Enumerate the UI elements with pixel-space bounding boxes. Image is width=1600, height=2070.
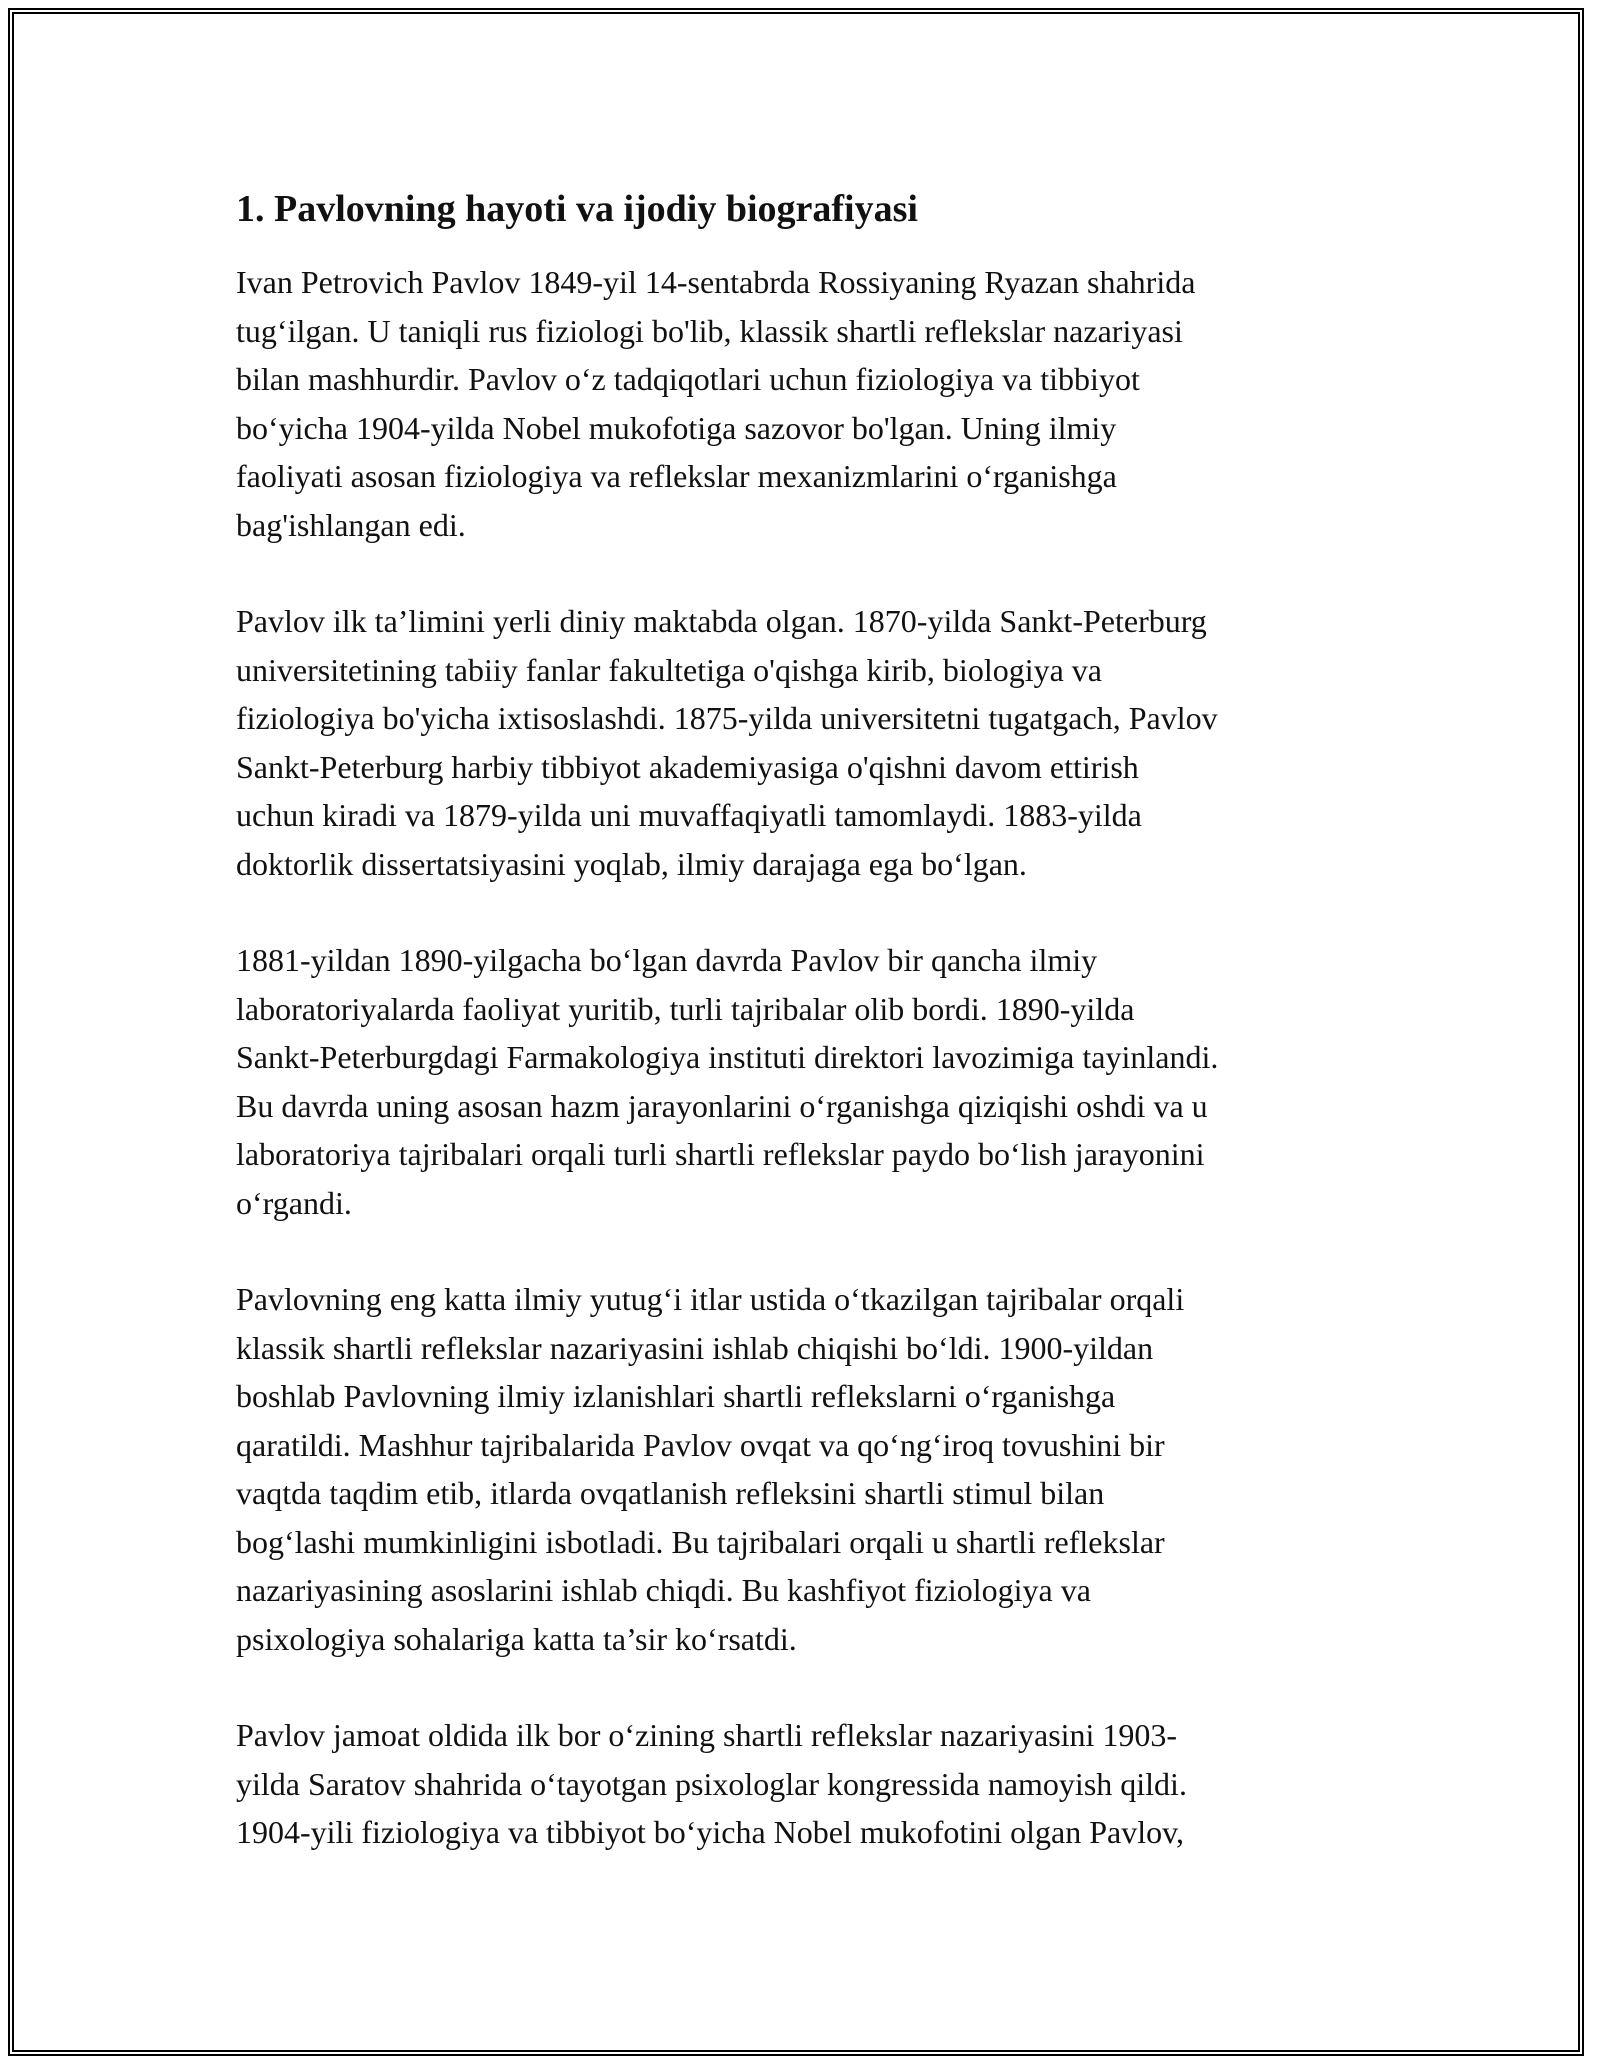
paragraph-line: tug‘ilgan. U taniqli rus fiziologi bo'lib, klassik shartli reflekslar nazariyasi bbox=[236, 312, 1183, 349]
paragraph-line: laboratoriyalarda faoliyat yuritib, turli tajribalar olib bordi. 1890-yilda bbox=[236, 990, 1135, 1027]
paragraph-line: klassik shartli reflekslar nazariyasini ishlab chiqishi bo‘ldi. 1900-yildan bbox=[236, 1329, 1154, 1366]
paragraph-line: psixologiya sohalariga katta ta’sir ko‘rsatdi. bbox=[236, 1620, 797, 1657]
paragraph-line: bo‘yicha 1904-yilda Nobel mukofotiga sazovor bo'lgan. Uning ilmiy bbox=[236, 409, 1117, 446]
paragraph-line: 1904-yili fiziologiya va tibbiyot bo‘yicha Nobel mukofotini olgan Pavlov, bbox=[236, 1814, 1184, 1850]
paragraph-line: Pavlov ilk ta’limini yerli diniy maktabda olgan. 1870-yilda Sankt-Peterburg bbox=[236, 603, 1207, 639]
paragraph-line: universitetining tabiiy fanlar fakultetiga o'qishga kirib, biologiya va bbox=[236, 651, 1102, 688]
document-body bbox=[236, 186, 1366, 1905]
paragraph-line: Sankt-Peterburgdagi Farmakologiya instituti direktori lavozimiga tayinlandi. bbox=[236, 1039, 1219, 1075]
paragraph bbox=[236, 258, 1366, 549]
paragraph-line: qaratildi. Mashhur tajribalarida Pavlov ovqat va qo‘ng‘iroq tovushini bir bbox=[236, 1426, 1165, 1463]
paragraph bbox=[236, 597, 1366, 888]
paragraph-line: Bu davrda uning asosan hazm jarayonlarini o‘rganishga qiziqishi oshdi va u bbox=[236, 1087, 1208, 1124]
paragraph-line: doktorlik dissertatsiyasini yoqlab, ilmiy darajaga ega bo‘lgan. bbox=[236, 845, 1027, 882]
paragraph-line: vaqtda taqdim etib, itlarda ovqatlanish refleksini shartli stimul bilan bbox=[236, 1475, 1105, 1511]
paragraph-line: Ivan Petrovich Pavlov 1849-yil 14-sentabrda Rossiyaning Ryazan shahrida bbox=[236, 264, 1196, 300]
paragraph bbox=[236, 1711, 1366, 1857]
paragraphs-container bbox=[236, 258, 1366, 1857]
paragraph bbox=[236, 1275, 1366, 1663]
paragraph-line: boshlab Pavlovning ilmiy izlanishlari shartli reflekslarni o‘rganishga bbox=[236, 1378, 1116, 1414]
paragraph-line: fiziologiya bo'yicha ixtisoslashdi. 1875-yilda universitetni tugatgach, Pavlov bbox=[236, 700, 1218, 736]
paragraph-line: faoliyati asosan fiziologiya va reflekslar mexanizmlarini o‘rganishga bbox=[236, 458, 1117, 494]
paragraph-line: Pavlov jamoat oldida ilk bor o‘zining shartli reflekslar nazariyasini 1903- bbox=[236, 1717, 1178, 1753]
paragraph-line: nazariyasining asoslarini ishlab chiqdi. Bu kashfiyot fiziologiya va bbox=[236, 1572, 1091, 1608]
paragraph-line: bog‘lashi mumkinligini isbotladi. Bu tajribalari orqali u shartli reflekslar bbox=[236, 1523, 1165, 1560]
paragraph-line: uchun kiradi va 1879-yilda uni muvaffaqiyatli tamomlaydi. 1883-yilda bbox=[236, 797, 1142, 833]
section-heading: 1. Pavlovning hayoti va ijodiy biografiyasi bbox=[236, 188, 918, 230]
paragraph-line: o‘rgandi. bbox=[236, 1184, 352, 1221]
paragraph-line: bag'ishlangan edi. bbox=[236, 506, 466, 543]
paragraph-line: bilan mashhurdir. Pavlov o‘z tadqiqotlari uchun fiziologiya va tibbiyot bbox=[236, 361, 1140, 397]
paragraph-line: Pavlovning eng katta ilmiy yutug‘i itlar ustida o‘tkazilgan tajribalar orqali bbox=[236, 1281, 1185, 1317]
paragraph-line: Sankt-Peterburg harbiy tibbiyot akademiyasiga o'qishni davom ettirish bbox=[236, 748, 1139, 785]
paragraph-line: 1881-yildan 1890-yilgacha bo‘lgan davrda Pavlov bir qancha ilmiy bbox=[236, 942, 1098, 978]
paragraph-line: laboratoriya tajribalari orqali turli shartli reflekslar paydo bo‘lish jarayonini bbox=[236, 1136, 1205, 1172]
paragraph bbox=[236, 936, 1366, 1227]
paragraph-line: yilda Saratov shahrida o‘tayotgan psixologlar kongressida namoyish qildi. bbox=[236, 1765, 1187, 1802]
